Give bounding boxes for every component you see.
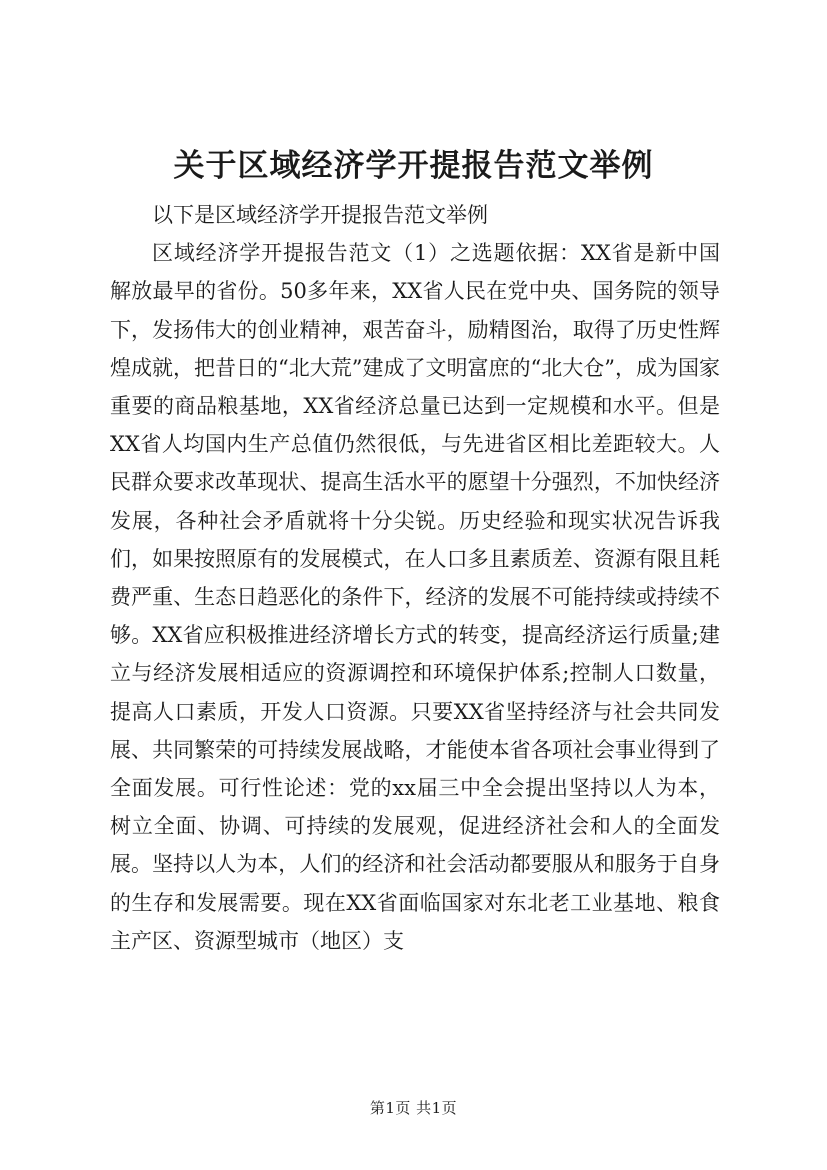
page-footer: 第1页 共1页: [369, 1099, 458, 1117]
document-body: [110, 196, 720, 960]
document-title: 关于区域经济学开提报告范文举例: [173, 148, 654, 184]
main-paragraph: 区域经济学开提报告范文（1）之选题依据：XX省是新中国解放最早的省份。50多年来，XX省人民在党中央、国务院的领导下，发扬伟大的创业精神，艰苦奋斗，励精图治，取得了历史性辉煌成就，把昔日的“北大荒”建成了文明富庶的“北大仓”，成为国家重要的商品粮基地，XX省经济总量已达到一定规模和水平。但是XX省人均国内生产总值仍然很低，与先进省区相比差距较大。人民群众要求改革现状、提高生活水平的愿望十分强烈，不加快经济发展，各种社会矛盾就将十分尖锐。历史经验和现实状况告诉我们，如果按照原有的发展模式，在人口多且素质差、资源有限且耗费严重、生态日趋恶化的条件下，经济的发展不可能持续或持续不够。XX省应积极推进经济增长方式的转变，提高经济运行质量;建立与经济发展相适应的资源调控和环境保护体系;控制人口数量，提高人口素质，开发人口资源。只要XX省坚持经济与社会共同发展、共同繁荣的可持续发展战略，才能使本省各项社会事业得到了全面发展。可行性论述：党的xx届三中全会提出坚持以人为本，树立全面、协调、可持续的发展观，促进经济社会和人的全面发展。坚持以人为本，人们的经济和社会活动都要服从和服务于自身的生存和发展需要。现在XX省面临国家对东北老工业基地、粮食主产区、资源型城市（地区）支: [110, 241, 720, 953]
intro-paragraph: 以下是区域经济学开提报告范文举例: [152, 203, 488, 227]
